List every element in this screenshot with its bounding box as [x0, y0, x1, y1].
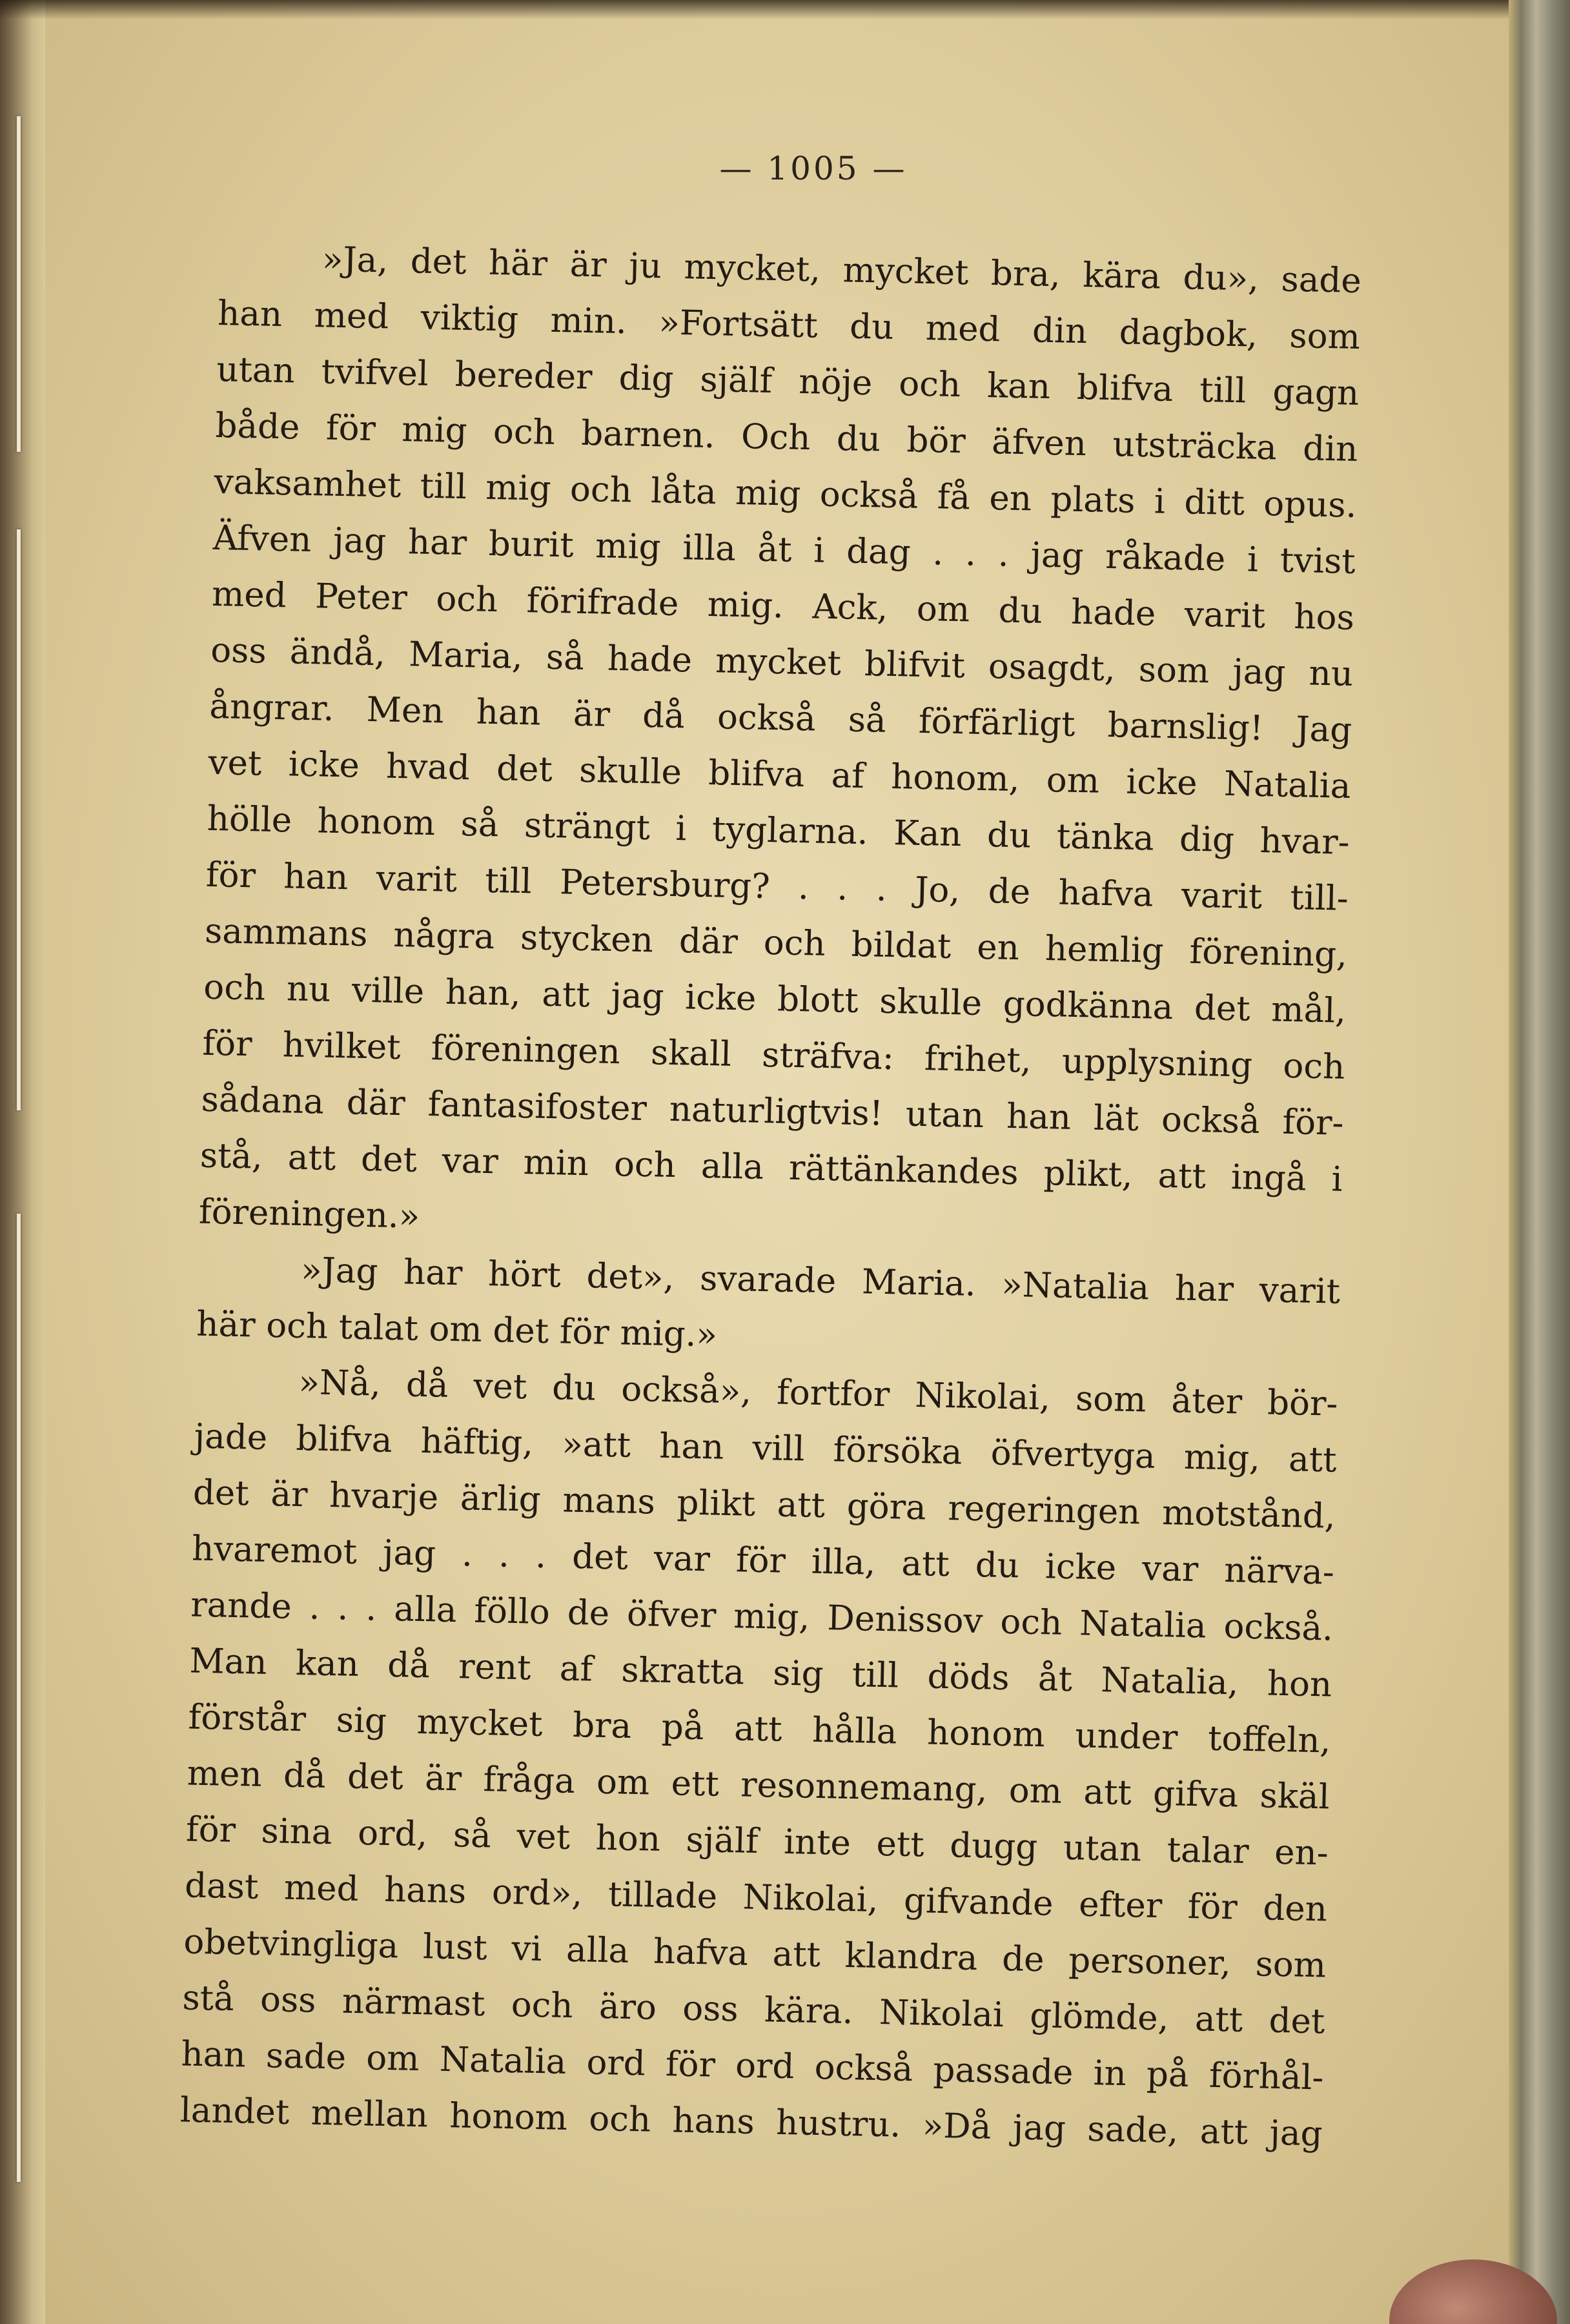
text-line: han sade om Natalia ord för ord också passade in på förhål-: [181, 2034, 1325, 2098]
text-line: men då det är fråga om ett resonnemang, om att gifva skäl: [187, 1753, 1330, 1817]
binding-thread: [17, 529, 21, 1110]
text-line: stå, att det var min och alla rättänkandes plikt, att ingå i: [199, 1136, 1343, 1199]
text-line: både för mig och barnen. Och du bör äfven utsträcka din: [214, 405, 1358, 469]
text-line: landet mellan honom och hans hustru. »Då jag sade, att jag: [179, 2090, 1323, 2154]
text-line: utan tvifvel bereder dig själf nöje och kan blifva till gagn: [216, 349, 1360, 414]
text-line: han med viktig min. »Fortsätt du med din dagbok, som: [217, 293, 1361, 358]
text-line: »Ja, det här är ju mycket, mycket bra, kära du», sade: [321, 240, 1362, 301]
text-line: dast med hans ord», tillade Nikolai, gifvande efter för den: [184, 1866, 1328, 1930]
body-text: [179, 229, 1362, 2162]
text-line: här och talat om det för mig.»: [196, 1304, 718, 1355]
text-line: förstår sig mycket bra på att hålla honom under toffeln,: [188, 1697, 1331, 1761]
text-line: föreningen.»: [198, 1192, 420, 1236]
text-line: oss ändå, Maria, så hade mycket blifvit osagdt, som jag nu: [210, 630, 1354, 694]
page-number: — 1005 —: [719, 150, 908, 187]
text-line: för sina ord, så vet hon själf inte ett dugg utan talar en-: [185, 1809, 1329, 1873]
book-binding: [0, 0, 45, 2324]
text-line: hölle honom så strängt i tyglarna. Kan du tänka dig hvar-: [207, 799, 1351, 862]
text-line: med Peter och förifrade mig. Ack, om du hade varit hos: [211, 574, 1355, 638]
text-line: för han varit till Petersburg? . . . Jo, de hafva varit till-: [205, 855, 1349, 919]
binding-thread: [17, 1214, 21, 2182]
text-line: och nu ville han, att jag icke blott skulle godkänna det mål,: [203, 967, 1347, 1031]
text-line: obetvingliga lust vi alla hafva att klandra de personer, som: [183, 1922, 1327, 1986]
text-line: jade blifva häftig, »att han vill försöka öfvertyga mig, att: [194, 1416, 1338, 1480]
text-line: rande . . . alla föllo de öfver mig, Denissov och Natalia också.: [190, 1585, 1334, 1649]
text-line: sådana där fantasifoster naturligtvis! utan han lät också för-: [201, 1079, 1345, 1143]
text-line: Man kan då rent af skratta sig till döds åt Natalia, hon: [189, 1641, 1332, 1705]
text-line: »Jag har hört det», svarade Maria. »Natalia har varit: [300, 1250, 1341, 1312]
text-line: vet icke hvad det skulle blifva af honom, om icke Natalia: [208, 742, 1351, 806]
book-cover-edge: [1509, 0, 1570, 2324]
text-line: hvaremot jag . . . det var för illa, att du icke var närva-: [191, 1529, 1335, 1593]
text-line: det är hvarje ärlig mans plikt att göra regeringen motstånd,: [192, 1473, 1336, 1536]
text-line: ångrar. Men han är då också så förfärligt barnslig! Jag: [209, 686, 1352, 750]
text-line: Äfven jag har burit mig illa åt i dag . . . jag råkade i tvist: [212, 518, 1356, 582]
binding-thread: [17, 116, 21, 452]
text-line: »Nå, då vet du också», fortfor Nikolai, som åter bör-: [298, 1362, 1338, 1424]
text-line: vaksamhet till mig och låta mig också få en plats i ditt opus.: [214, 462, 1358, 525]
text-line: för hvilket föreningen skall sträfva: frihet, upplysning och: [201, 1023, 1345, 1087]
text-line: sammans några stycken där och bildat en hemlig förening,: [204, 911, 1348, 975]
top-shadow: [0, 0, 1570, 19]
text-line: stå oss närmast och äro oss kära. Nikolai glömde, att det: [181, 1978, 1325, 2042]
